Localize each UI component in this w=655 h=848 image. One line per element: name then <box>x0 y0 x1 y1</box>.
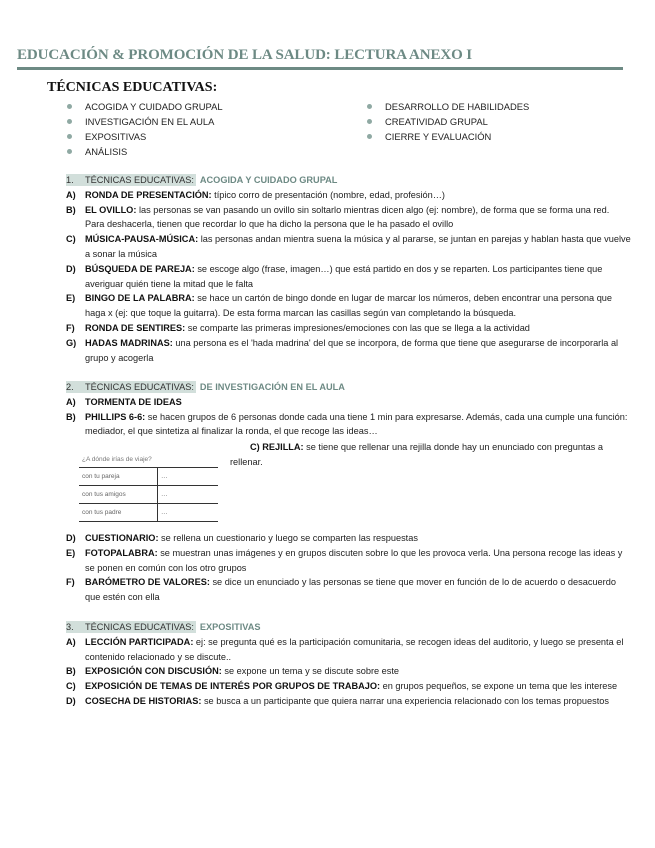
bullet-icon <box>67 134 72 139</box>
rejilla-table <box>79 452 218 522</box>
header-divider <box>17 67 623 70</box>
section-investigacion <box>66 380 631 439</box>
list-item: EXPOSITIVAS <box>66 129 223 144</box>
bullet-list-left <box>66 99 223 159</box>
bullet-icon <box>67 104 72 109</box>
list-item: F) RONDA DE SENTIRES: se comparte las primeras impresiones/emociones con las que se llega a la actividad <box>66 322 530 333</box>
list-item: F) BARÓMETRO DE VALORES: se dice un enunciado y las personas se tiene que mover en función de lo de acuerdo o desacuerdo que estén con ella <box>66 577 616 603</box>
list-item: E) FOTOPALABRA: se muestran unas imágenes y en grupos discuten sobre lo que les provoca verla. Una persona recoge las ideas y se ponen en común con los otro grupos <box>66 547 623 573</box>
list-item: ANÁLISIS <box>66 144 223 159</box>
list-item: C) MÚSICA-PAUSA-MÚSICA: las personas andan mientra suena la música y al pararse, se juntan en parejas y hablan hasta que vuelve a sonar la música <box>66 234 631 259</box>
table-header: ¿A dónde irías de viaje? <box>82 456 152 463</box>
list-item: E) BINGO DE LA PALABRA: se hace un cartón de bingo donde en lugar de marcar los números, deben encontrar una persona que haga x (ej: que toque la guitarra). De esta forma marcan las casillas según van completando la búsqueda. <box>66 293 613 319</box>
section-category: ACOGIDA Y CUIDADO GRUPAL <box>199 175 338 185</box>
section-category: EXPOSITIVAS <box>199 622 261 632</box>
list-item: A) RONDA DE PRESENTACIÓN: típico corro de presentación (nombre, edad, profesión…) <box>66 189 445 200</box>
list-item: C) EXPOSICIÓN DE TEMAS DE INTERÉS POR GRUPOS DE TRABAJO: en grupos pequeños, se expone un tema que les interese <box>66 681 618 692</box>
section-category: DE INVESTIGACIÓN EN EL AULA <box>199 382 345 392</box>
list-item: G) HADAS MADRINAS: una persona es el 'hada madrina' del que se incorpora, de forma que tiene que asegurarse de incorporarla al grupo y acogerla <box>66 337 619 363</box>
list-item: B) PHILLIPS 6-6: se hacen grupos de 6 personas donde cada una tiene 1 min para expresarse. Además, cada una cumple una función: mediador, el que sintetiza al finalizar la ronda, el que recoge las ideas… <box>66 411 628 437</box>
list-item: B) EL OVILLO: las personas se van pasando un ovillo sin soltarlo mientras dicen algo (ej: nombre), de forma que se forma una red. Para deshacerla, tienen que recordar lo que ha dicho la persona que le ha pasado el ovillo <box>66 204 610 230</box>
table-row: con tu pareja … <box>79 468 218 486</box>
list-item: D) CUESTIONARIO: se rellena un cuestionario y luego se comparten las respuestas <box>66 533 418 543</box>
list-item: CREATIVIDAD GRUPAL <box>366 114 529 129</box>
section-investigacion-cont <box>66 531 631 605</box>
bullet-icon <box>367 119 372 124</box>
list-item: A) TORMENTA DE IDEAS <box>66 396 182 407</box>
bullet-list-right <box>366 99 529 144</box>
page-header-title: EDUCACIÓN & PROMOCIÓN DE LA SALUD: LECTURA ANEXO I <box>17 47 473 63</box>
bullet-icon <box>367 104 372 109</box>
main-title: TÉCNICAS EDUCATIVAS: <box>47 80 218 95</box>
list-item: INVESTIGACIÓN EN EL AULA <box>66 114 223 129</box>
section-heading: 1. TÉCNICAS EDUCATIVAS: ACOGIDA Y CUIDADO GRUPAL <box>66 175 338 185</box>
section-heading: 3. TÉCNICAS EDUCATIVAS: EXPOSITIVAS <box>66 622 261 632</box>
list-item: ACOGIDA Y CUIDADO GRUPAL <box>66 99 223 114</box>
list-item: B) EXPOSICIÓN CON DISCUSIÓN: se expone un tema y se discute sobre este <box>66 666 400 677</box>
section-acogida <box>66 173 631 365</box>
table-row: con tus padre … <box>79 504 218 522</box>
list-item: DESARROLLO DE HABILIDADES <box>366 99 529 114</box>
bullet-icon <box>67 149 72 154</box>
section-expositivas <box>66 620 631 709</box>
list-item: CIERRE Y EVALUACIÓN <box>366 129 529 144</box>
list-item: D) BÚSQUEDA DE PAREJA: se escoge algo (frase, imagen…) que está partido en dos y se reparten. Los participantes tiene que averiguar quién tiene la mitad que le falta <box>66 263 603 289</box>
rejilla-description: C) REJILLA: se tiene que rellenar una rejilla donde hay un enunciado con preguntas a rellenar. <box>230 442 603 467</box>
list-item: D) COSECHA DE HISTORIAS: se busca a un participante que quiera narrar una experiencia relacionado con los temas propuestos <box>66 695 609 706</box>
bullet-icon <box>67 119 72 124</box>
table-row: con tus amigos … <box>79 486 218 504</box>
section-heading: 2. TÉCNICAS EDUCATIVAS: DE INVESTIGACIÓN EN EL AULA <box>66 382 345 392</box>
bullet-icon <box>367 134 372 139</box>
list-item: A) LECCIÓN PARTICIPADA: ej: se pregunta qué es la participación comunitaria, se recogen ideas del auditorio, y luego se presenta el contenido relacionado y se discute.. <box>66 636 624 662</box>
